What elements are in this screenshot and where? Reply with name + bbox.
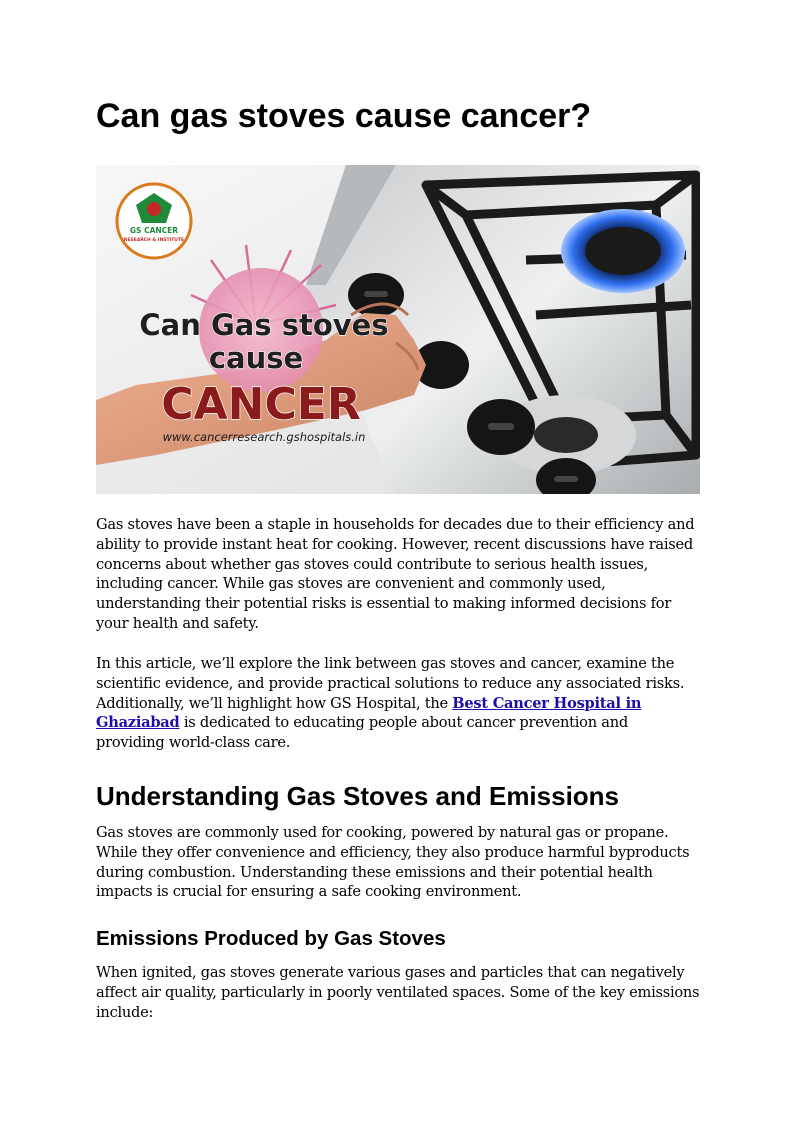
- subsection-paragraph: When ignited, gas stoves generate various gases and particles that can negatively affect air quality, particularly in poorly ventilated spaces. Some of the key emissions include:: [96, 964, 700, 1021]
- paragraph-text: In this article, we’ll explore the link between gas stoves and cancer, examine the scientific evidence, and provide practical solutions to reduce any associated risks. Additionally, we’ll highlight how GS Hospital, the: [96, 655, 685, 712]
- hero-image: [96, 165, 700, 494]
- hero-headline-line1: Can Gas stoves: [139, 308, 389, 342]
- subsection-heading: Emissions Produced by Gas Stoves: [96, 927, 446, 950]
- page-title: Can gas stoves cause cancer?: [96, 97, 592, 135]
- logo-text-line2: RESEARCH & INSTITUTE: [123, 238, 185, 243]
- hero-headline-line2: cause: [208, 341, 304, 375]
- best-cancer-hospital-link[interactable]: Best Cancer Hospital in Ghaziabad: [96, 694, 642, 732]
- logo-text-line1: GS CANCER: [129, 226, 179, 235]
- gs-cancer-logo: [117, 184, 191, 258]
- hero-headline-cancer: CANCER: [161, 379, 361, 430]
- hero-url: www.cancerresearch.gshospitals.in: [162, 430, 366, 444]
- section-paragraph: Gas stoves are commonly used for cooking, powered by natural gas or propane. While they offer convenience and efficiency, they also produce harmful byproducts during combustion. Understanding these emissions and their potential health impacts is crucial for ensuring a safe cooking environment.: [96, 824, 690, 901]
- paragraph-text: is dedicated to educating people about cancer prevention and providing world-class care.: [96, 714, 628, 752]
- section-heading: Understanding Gas Stoves and Emissions: [96, 781, 620, 811]
- article-intro-paragraph: [96, 654, 700, 753]
- intro-paragraph: Gas stoves have been a staple in households for decades due to their efficiency and ability to provide instant heat for cooking. However, recent discussions have raised concerns about whether gas stoves could contribute to serious health issues, including cancer. While gas stoves are convenient and commonly used, understanding their potential risks is essential to making informed decisions for your health and safety.: [96, 516, 695, 632]
